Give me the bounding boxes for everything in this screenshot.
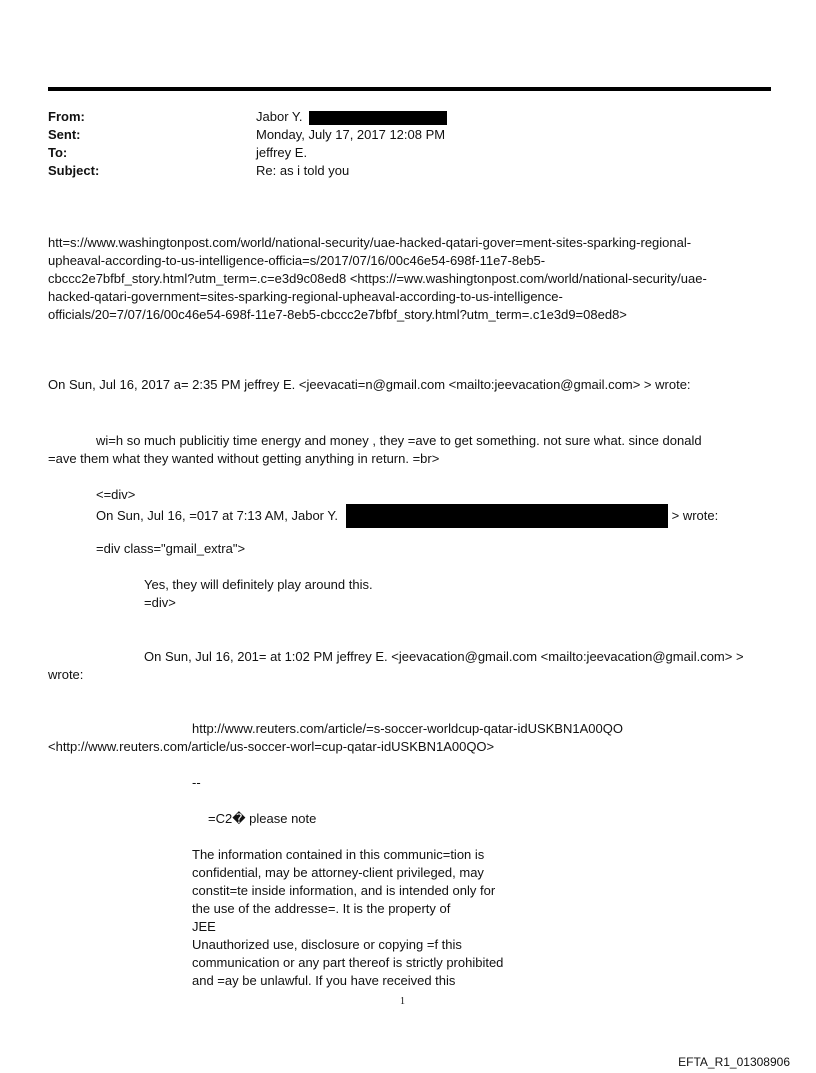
reuters-link[interactable]: <http://www.reuters.com/article/us-soccer-worl=cup-qatar-idUSKBN1A00QO>: [48, 739, 495, 754]
to-value: jeffrey E.: [256, 145, 308, 160]
reuters-link[interactable]: http://www.reuters.com/article/=s-soccer-worldcup-qatar-idUSKBN1A00QO: [192, 721, 623, 736]
from-label: From:: [48, 109, 85, 124]
disclaimer-line: The information contained in this communic=tion is: [192, 847, 485, 862]
redaction-bar: [309, 111, 447, 125]
div-tag: <=div>: [96, 487, 136, 502]
from-value: Jabor Y.: [256, 108, 447, 126]
disclaimer-line: confidential, may be attorney-client privileged, may: [192, 865, 484, 880]
url-line[interactable]: hacked-qatari-government=sites-sparking-regional-upheaval-according-to-us-intelligence-: [48, 289, 563, 304]
gmail-extra-tag: =div class="gmail_extra">: [96, 541, 246, 556]
url-line[interactable]: cbccc2e7bfbf_story.html?utm_term=.c=e3d9c08ed8 <https://=ww.washingtonpost.com/world/national-security/uae-: [48, 271, 707, 286]
quote1-header: On Sun, Jul 16, 2017 a= 2:35 PM jeffrey E. <jeevacati=n@gmail.com <mailto:jeevacation@gmail.com> > wrote:: [48, 377, 691, 392]
url-line[interactable]: officials/20=7/07/16/00c46e54-698f-11e7-8eb5-cbccc2e7bfbf_story.html?utm_term=.c1e3d9=08ed8>: [48, 307, 627, 322]
quote3-wrote: wrote:: [48, 667, 84, 682]
document-id: EFTA_R1_01308906: [678, 1055, 790, 1069]
redaction-bar: [346, 504, 668, 528]
url-line[interactable]: htt=s://www.washingtonpost.com/world/national-security/uae-hacked-qatari-gover=ment-sites-sparking-regional-: [48, 235, 692, 250]
sent-label: Sent:: [48, 127, 81, 142]
reply-line: Yes, they will definitely play around this.: [144, 577, 373, 592]
page-number: 1: [400, 996, 405, 1007]
header-rule: [48, 87, 771, 91]
quote1-body-line: =ave them what they wanted without getting anything in return. =br>: [48, 451, 440, 466]
disclaimer-line: communication or any part thereof is strictly prohibited: [192, 955, 504, 970]
subject-label: Subject:: [48, 163, 100, 178]
url-line[interactable]: upheaval-according-to-us-intelligence-officia=s/2017/07/16/00c46e54-698f-11e7-8eb5-: [48, 253, 546, 268]
please-note: =C2� please note: [208, 811, 317, 826]
sent-value: Monday, July 17, 2017 12:08 PM: [256, 127, 446, 142]
quote3-header: On Sun, Jul 16, 201= at 1:02 PM jeffrey E. <jeevacation@gmail.com <mailto:jeevacation@gmail.com> >: [144, 649, 744, 664]
quote1-body-line: wi=h so much publicitiy time energy and money , they =ave to get something. not sure what. since donald: [96, 433, 702, 448]
to-label: To:: [48, 145, 68, 160]
disclaimer-line: constit=te inside information, and is intended only for: [192, 883, 496, 898]
disclaimer-line: and =ay be unlawful. If you have received this: [192, 973, 456, 988]
reply-div-tag: =div>: [144, 595, 176, 610]
disclaimer-line: JEE: [192, 919, 216, 934]
signature-separator: --: [192, 775, 201, 790]
subject-value: Re: as i told you: [256, 163, 350, 178]
disclaimer-line: the use of the addresse=. It is the property of: [192, 901, 451, 916]
quote2-header: On Sun, Jul 16, =017 at 7:13 AM, Jabor Y. > wrote:: [96, 504, 718, 528]
disclaimer-line: Unauthorized use, disclosure or copying =f this: [192, 937, 462, 952]
